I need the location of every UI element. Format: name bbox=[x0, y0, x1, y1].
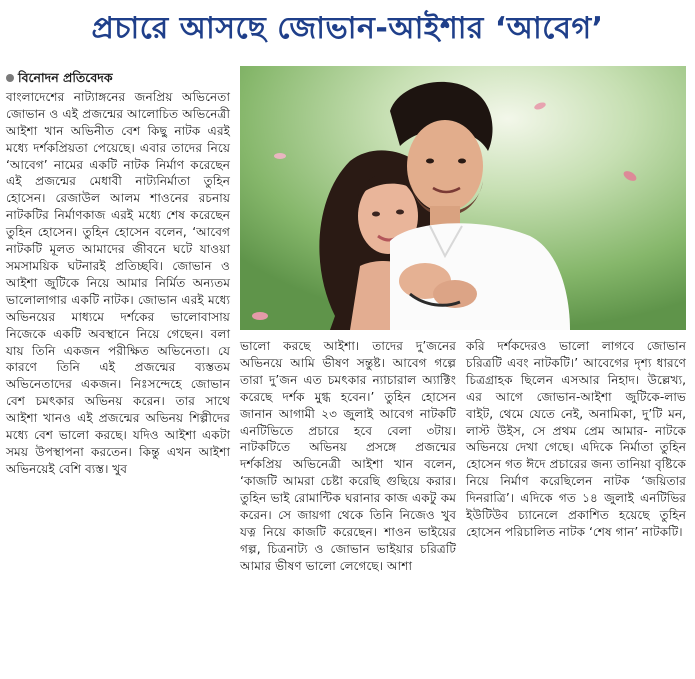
bullet-circle-icon bbox=[6, 74, 14, 82]
byline-author: বিনোদন প্রতিবেদক bbox=[18, 70, 113, 85]
couple-photo-illustration bbox=[240, 66, 686, 330]
article-text-col3: করি দর্শকদেরও ভালো লাগবে জোভান চরিত্রটি এবং নাটকটি।’ আবেগের দৃশ্য ধারণে চিত্রগ্রাহক ছিলেন এসআর নিহাদ। উল্লেখ্য, এর আগে জোভান-আইশা জুটিকে-লাভ বাইট, থেমে যেতে নেই, অনামিকা, দু’টি মন, লাস্ট উইস, সে প্রথম প্রেম আমার- নাটকে অভিনয়ে দেখা গেছে। এদিকে নির্মাতা তুহিন হোসেন গত ঈদে প্রচারের জন্য তানিয়া বৃষ্টিকে নিয়ে নির্মাণ করেছিলেন নাটক ‘জয়িতার দিনরাত্রি’। এদিকে গত ১৪ জুলাই এনটিভির ইউটিউব চ্যানেলে প্রকাশিত হয়েছে তুহিন হোসেন পরিচালিত নাটক ‘শেষ গান’ নাটকটি। bbox=[466, 339, 686, 539]
article-column-1 bbox=[6, 70, 230, 478]
byline bbox=[6, 70, 230, 87]
article-column-2 bbox=[240, 338, 456, 575]
article-text-col2: ভালো করছে আইশা। তাদের দু’জনের অভিনয়ে আমি ভীষণ সন্তুষ্ট। আবেগ গল্পে তারা দু’জন এত চমৎকার ন্যাচারাল অ্যাক্টিং করেছে দর্শক মুগ্ধ হবেন।’ তুহিন হোসেন জানান আগামী ২৩ জুলাই আবেগ নাটকটি এনটিভিতে প্রচারে হবে বেলা ৩টায়। নাটকটিতে অভিনয় প্রসঙ্গে প্রজন্মের দর্শকপ্রিয় অভিনেত্রী আইশা খান বলেন, ‘কাজটি আমরা চেষ্টা করেছি গুছিয়ে করার। তুহিন ভাই রোমান্টিক ঘরানার কাজ একটু কম করেন। সে জায়গা থেকে তিনি নিজেও খুব যত্ন নিয়ে কাজটি করেছেন। শাওন ভাইয়ের গল্প, চিত্রনাট্য ও জোভান ভাইয়ার চরিত্রটি আমার ভীষণ ভালো লেগেছে। আশা bbox=[240, 339, 456, 573]
couple-photo bbox=[240, 66, 686, 330]
article-text-col1: বাংলাদেশের নাট্যাঙ্গনের জনপ্রিয় অভিনেতা জোভান ও এই প্রজন্মের আলোচিত অভিনেত্রী আইশা খান অভিনীত বেশ কিছু নাটক এরই মধ্যে দর্শকপ্রিয়তা পেয়েছে। এবার তাদের নিয়ে ‘আবেগ’ নামের একটি নাটক নির্মাণ করেছেন এই প্রজন্মের মেধাবী নাট্যনির্মাতা তুহিন হোসেন। রেজাউল আলম শাওনের রচনায় নাটকটির নির্মাণকাজ এরই মধ্যে শেষ করেছেন তুহিন হোসেন। তুহিন হোসেন বলেন, ‘আবেগ নাটকটি মূলত আমাদের জীবনে ঘটে যাওয়া সমসাময়িক ঘটনারই প্রতিচ্ছবি। জোভান ও আইশা জুটিকে নিয়ে আমার নির্মিত অন্যতম ভালোলাগার একটি নাটক। জোভান এরই মধ্যে অভিনয়ের মাধ্যমে দর্শকের ভালোবাসায় নিজেকে একটি অবস্থানে নিয়ে গেছেন। বলা যায় তিনি একজন পরীক্ষিত অভিনেতা। যে কারণে তিনি এই প্রজন্মের ব্যস্ততম অভিনেতাদের একজন। নিঃসন্দেহে জোভান বেশ চমৎকার অভিনয় করেন। তার সাথে আইশা খানও এই প্রজন্মের অভিনয় শিল্পীদের মধ্যে বেশ ভালো করছে। যদিও আইশা একটা সময় উপস্থাপনা করতেন। কিন্তু এখন আইশা অভিনয়েই বেশি ব্যস্ত। খুব bbox=[6, 89, 230, 476]
headline: প্রচারে আসছে জোভান-আইশার ‘আবেগ’ bbox=[91, 11, 604, 46]
article-column-3 bbox=[466, 338, 686, 541]
